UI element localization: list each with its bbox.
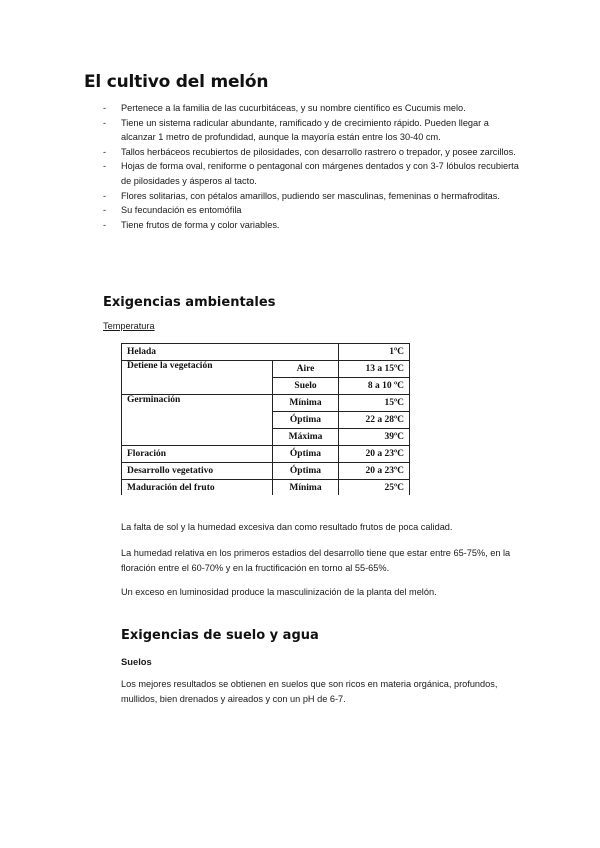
paragraph: La humedad relativa en los primeros estadios del desarrollo tiene que estar entre 65-75%, en la floración entre el 60-70% y en la fructificación en torno al 55-65%. xyxy=(121,548,511,573)
list-item-text: Pertenece a la familia de las cucurbitáceas, y su nombre científico es Cucumis melo. xyxy=(121,103,466,113)
table-cell: Germinación xyxy=(122,395,273,446)
list-dash: - xyxy=(103,117,107,128)
list-item-text: Hojas de forma oval, reniforme o pentagonal con márgenes dentados y con 3-7 lóbulos recubierta de pilosidades y ásperos al tacto. xyxy=(121,161,519,186)
table-cell: Helada xyxy=(122,344,339,361)
list-dash: - xyxy=(103,205,107,216)
list-item xyxy=(103,101,523,116)
table-cell: 13 a 15ºC xyxy=(339,361,410,378)
table-cell: Desarrollo vegetativo xyxy=(122,463,273,480)
list-item xyxy=(103,145,523,160)
table-cell: 22 a 28ºC xyxy=(339,412,410,429)
table-cell: 39ºC xyxy=(339,429,410,446)
feature-list xyxy=(103,101,523,232)
table-row xyxy=(122,344,410,361)
table-row xyxy=(122,361,410,378)
list-dash: - xyxy=(103,146,107,157)
paragraph: Los mejores resultados se obtienen en suelos que son ricos en materia orgánica, profundos, mullidos, bien drenados y aireados y con un pH de 6-7. xyxy=(121,679,498,704)
list-item xyxy=(103,189,523,204)
subheading-temperatura: Temperatura xyxy=(103,321,155,331)
list-dash: - xyxy=(103,219,107,230)
list-dash: - xyxy=(103,103,107,113)
table-cell: Maduración del fruto xyxy=(122,480,273,496)
list-item xyxy=(103,116,523,145)
section-heading-ambiental: Exigencias ambientales xyxy=(103,295,276,310)
table-cell: Óptima xyxy=(273,446,339,463)
list-dash: - xyxy=(103,190,107,201)
table-cell: 8 a 10 ºC xyxy=(339,378,410,395)
list-dash: - xyxy=(103,161,107,172)
paragraph: Un exceso en luminosidad produce la masculinización de la planta del melón. xyxy=(121,587,437,597)
table-cell: Mínima xyxy=(273,480,339,496)
page-title: El cultivo del melón xyxy=(84,72,269,92)
list-item xyxy=(103,218,523,233)
table-cell: Óptima xyxy=(273,463,339,480)
list-item-text: Tiene un sistema radicular abundante, ramificado y de crecimiento rápido. Pueden llegar a alcanzar 1 metro de profundidad, aunque la mayoría están entre los 30-40 cm. xyxy=(121,117,489,143)
temperature-table xyxy=(121,343,410,495)
table-cell: Mínima xyxy=(273,395,339,412)
paragraph: La falta de sol y la humedad excesiva dan como resultado frutos de poca calidad. xyxy=(121,522,453,532)
list-item-text: Flores solitarias, con pétalos amarillos, pudiendo ser masculinas, femeninas o hermafroditas. xyxy=(121,190,500,201)
table-cell: 25ºC xyxy=(339,480,410,496)
table-row xyxy=(122,480,410,496)
table-cell: Máxima xyxy=(273,429,339,446)
table-cell: 20 a 23ºC xyxy=(339,463,410,480)
list-item xyxy=(103,203,523,218)
list-item-text: Tiene frutos de forma y color variables. xyxy=(121,219,280,230)
table-row xyxy=(122,446,410,463)
table-cell: Óptima xyxy=(273,412,339,429)
list-item-text: Tallos herbáceos recubiertos de pilosidades, con desarrollo rastrero o trepador, y posee zarcillos. xyxy=(121,146,516,157)
table-cell: 15ºC xyxy=(339,395,410,412)
table-cell: Aire xyxy=(273,361,339,378)
subheading-suelos: Suelos xyxy=(121,656,152,667)
list-item-text: Su fecundación es entomófila xyxy=(121,205,242,216)
table-cell: 20 a 23ºC xyxy=(339,446,410,463)
table-cell: Floración xyxy=(122,446,273,463)
table-cell: 1ºC xyxy=(339,344,410,361)
table-row xyxy=(122,395,410,412)
table-row xyxy=(122,463,410,480)
table-cell: Detiene la vegetación xyxy=(122,361,273,395)
section-heading-suelo: Exigencias de suelo y agua xyxy=(121,628,319,643)
table-cell: Suelo xyxy=(273,378,339,395)
list-item xyxy=(103,159,523,188)
